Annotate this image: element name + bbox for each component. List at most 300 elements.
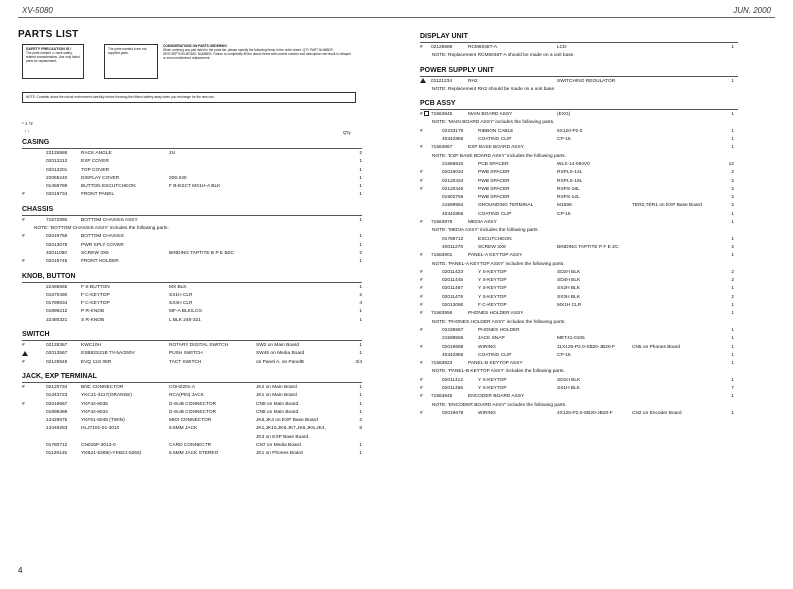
- description: PANEL-A KEYTOP ASSY: [468, 253, 523, 259]
- part-number: 71563923: [431, 361, 453, 367]
- safety-warning-icon: [22, 351, 28, 356]
- quantity: 1: [359, 393, 362, 399]
- remarks: CN8 on Main Board: [256, 409, 299, 415]
- mark: #: [420, 286, 423, 292]
- quantity: 2: [731, 178, 734, 184]
- part-number: 01459789: [46, 184, 68, 190]
- table-row: [420, 236, 738, 244]
- parts-section: [22, 272, 362, 325]
- quantity: 2: [731, 203, 734, 209]
- spec: LCD: [557, 45, 567, 50]
- table-row: [420, 44, 738, 52]
- quantity: 1: [359, 184, 362, 190]
- quantity: 1: [731, 336, 734, 342]
- table-row: [420, 294, 738, 302]
- table-row: [22, 175, 362, 183]
- quantity: 3/4: [355, 359, 362, 365]
- remarks: SW46 on Media Board: [256, 351, 305, 357]
- description: RH2: [468, 78, 478, 84]
- part-number: 02019745: [46, 259, 68, 265]
- description: PWB SPACER: [478, 178, 510, 184]
- quantity: 1: [359, 192, 362, 198]
- checkbox-icon: [424, 111, 429, 116]
- spec: TACT SWITCH: [169, 359, 202, 365]
- part-number: 22480321: [46, 317, 68, 323]
- table-row: [22, 425, 362, 433]
- description: F S-BUTTON: [81, 284, 110, 290]
- description: Y S-KEYTOP: [478, 294, 507, 300]
- quantity: 2: [731, 244, 734, 250]
- table-row: [420, 302, 738, 310]
- description: FRONT PANEL: [81, 192, 115, 198]
- remarks: JK1 on Main Board: [256, 393, 297, 399]
- not-supplied-text: The parts marked # are not supplied parts.: [108, 47, 147, 55]
- table-row: [420, 410, 738, 418]
- table-row: [22, 284, 362, 292]
- spec: SX1H CLR: [169, 292, 193, 298]
- spec: CP-15: [557, 211, 571, 217]
- mark: #: [22, 343, 25, 349]
- quantity: 1: [359, 175, 362, 181]
- parts-section: [22, 138, 362, 200]
- quantity: 1: [731, 78, 734, 84]
- spec: D-SUB CONNECTOR: [169, 409, 217, 415]
- table-row: [420, 144, 738, 152]
- spec: 6.5MM JACK: [169, 426, 198, 432]
- spec: F B-ESCT MX1H-A BLK: [169, 184, 221, 190]
- part-number: 02011456: [442, 385, 463, 391]
- description: ENCODER BOARD ASSY: [468, 394, 525, 400]
- section-title: KNOB, BUTTON: [22, 272, 76, 280]
- description: ESCUTCHEON: [478, 236, 512, 242]
- quantity: 1: [731, 112, 734, 118]
- quantity: 1: [731, 137, 734, 143]
- spec: M1698: [557, 203, 572, 209]
- remarks: SW2 on Main Board: [256, 343, 299, 349]
- assembly-note: NOTE: 'PANEL-A KEYTOP ASSY' includes the following parts.: [432, 261, 565, 267]
- not-supplied-box: [104, 44, 158, 79]
- quantity: 7: [731, 385, 734, 391]
- quantity: 1: [359, 317, 362, 323]
- part-number: 40342856: [442, 352, 464, 358]
- battery-note: NOTE: Consider about the robust environment carefully before throwing the lithium battery away when you exchange for the new one.: [26, 95, 215, 99]
- quantity: 1: [731, 236, 734, 242]
- part-number: 01670490: [46, 292, 68, 298]
- description: COATING CLIP: [478, 211, 512, 217]
- mark: #: [420, 385, 423, 391]
- description: ESB92S21B TV-5A/250V: [81, 351, 135, 357]
- spec: BINDING TAPTITE P F E ZC: [557, 244, 619, 250]
- table-row: [420, 285, 738, 293]
- part-number: 40342856: [442, 137, 464, 143]
- part-number: 02233178: [442, 128, 464, 134]
- quantity: 1: [359, 234, 362, 240]
- assembly-note: NOTE: Replacement RH2 should be made on a unit base.: [432, 86, 556, 92]
- quantity: 2: [359, 250, 362, 256]
- mark: #: [22, 384, 25, 390]
- spec: MF-A BLK/LCG: [169, 309, 203, 315]
- description: F C-KEYTOP: [81, 301, 110, 307]
- table-row: [22, 401, 362, 409]
- mark: #: [420, 220, 423, 226]
- part-number: 01899212: [46, 309, 68, 315]
- table-row: [22, 150, 362, 158]
- part-number: 71563878: [431, 220, 453, 226]
- spec: RSPLS-18L: [557, 178, 583, 184]
- section-rule: [420, 76, 738, 77]
- table-row: [420, 186, 738, 194]
- right-parts-column: [420, 32, 738, 423]
- quantity: 1: [359, 451, 362, 457]
- section-rule: [420, 109, 738, 110]
- description: GROUNDING TERMINAL: [478, 203, 534, 209]
- section-title: PCB ASSY: [420, 100, 456, 108]
- quantity: 1: [731, 352, 734, 358]
- table-row: [420, 360, 738, 368]
- description: JACK SNAP: [478, 336, 505, 342]
- description: HLJ7101-01-3010: [81, 426, 120, 432]
- table-row: [420, 352, 738, 360]
- mark: #: [420, 253, 423, 259]
- spec: CP-15: [557, 352, 571, 358]
- part-number: 01788712: [442, 236, 464, 242]
- description: TOP COVER: [81, 167, 110, 173]
- part-number: 02019678: [442, 410, 464, 416]
- part-number: 02011445: [442, 278, 463, 284]
- table-row: [22, 434, 362, 442]
- header-rule: [18, 17, 775, 18]
- quantity: 1: [731, 311, 734, 317]
- description: YKF42-8035: [81, 401, 108, 407]
- table-row: [420, 310, 738, 318]
- part-number: 02013212: [46, 159, 68, 165]
- table-row: [420, 136, 738, 144]
- spec: MX1H CLR: [557, 303, 582, 309]
- spec: MET41-0105: [557, 336, 585, 342]
- parts-section: [22, 330, 362, 367]
- part-number: 02013078: [46, 242, 68, 248]
- quantity: 2: [359, 418, 362, 424]
- table-row: [420, 277, 738, 285]
- part-number: 21589810: [442, 161, 464, 167]
- spec: 6.5MM JACK STEREO: [169, 451, 219, 457]
- table-row: [420, 161, 738, 169]
- spec: ROTARY DIGITAL SWITCH: [169, 343, 229, 349]
- part-number: 02013201: [46, 167, 68, 173]
- table-row: [22, 317, 362, 325]
- quantity: 1: [359, 409, 362, 415]
- quantity: 1: [359, 217, 362, 223]
- table-row: [420, 202, 738, 210]
- section-rule: [22, 340, 362, 341]
- mark: #: [420, 111, 432, 119]
- quantity: 1: [359, 384, 362, 390]
- table-row: [22, 342, 362, 350]
- mark: #: [22, 192, 25, 198]
- ordering-considerations: [163, 44, 353, 60]
- part-number: 02011467: [442, 286, 463, 292]
- part-number: 02019034: [442, 170, 464, 176]
- quantity: 1: [731, 410, 734, 416]
- table-row: [420, 78, 738, 86]
- mark: #: [420, 269, 423, 275]
- section-title: JACK, EXP TERMINAL: [22, 372, 97, 380]
- section-title: DISPLAY UNIT: [420, 33, 468, 40]
- description: Y S-KEYTOP: [478, 377, 507, 383]
- safety-title: SAFETY PRECAUTION IS !: [26, 47, 72, 51]
- part-number: 22125586: [46, 151, 68, 156]
- description: Y S-KEYTOP: [478, 385, 507, 391]
- mark-arrows: ↓ ↓: [24, 128, 30, 133]
- description: MEDIA ASSY: [468, 220, 497, 226]
- issue-date: JUN. 2000: [733, 6, 771, 15]
- quantity: 1: [731, 303, 734, 309]
- table-row: [22, 250, 362, 258]
- quantity: 1: [731, 220, 734, 226]
- mark: #: [420, 145, 423, 151]
- section-rule: [22, 382, 362, 383]
- description: FRONT HOLDER: [81, 259, 119, 265]
- table-row: [420, 335, 738, 343]
- spec: SX3H BLK: [557, 294, 580, 300]
- assembly-note: NOTE: 'EXP BASE BOARD ASSY' includes the following parts.: [432, 153, 566, 159]
- table-row: [420, 219, 738, 227]
- mark: #: [420, 178, 423, 184]
- ordering-title: CONSIDERATIONS ON PARTS ORDERING: [163, 44, 227, 48]
- table-row: [22, 350, 362, 358]
- description: YKC21-3117(ORANGE): [81, 393, 133, 399]
- remarks: on Panel A, on PanelB: [256, 359, 305, 365]
- description: SCREW 3X8: [478, 244, 506, 250]
- table-row: [420, 252, 738, 260]
- remarks: CN9 on Main Board: [256, 401, 299, 407]
- part-number: 71563956: [431, 311, 453, 317]
- quantity: 1: [731, 211, 734, 217]
- description: PHONES HOLDER: [478, 327, 520, 333]
- description: YKF51-5048 (TWIN): [81, 418, 125, 424]
- assembly-note: NOTE: Replacement RCM6048T-A should be made on a unit base.: [432, 53, 575, 59]
- quantity: 2: [731, 195, 734, 201]
- section-rule: [22, 148, 362, 149]
- description: F C-KEYTOP: [478, 303, 507, 309]
- description: DISPLAY COVER: [81, 175, 120, 181]
- spec: CARD CONNECTR: [169, 443, 212, 449]
- mark: #: [420, 278, 423, 284]
- spec: WLS-14-094V0: [557, 161, 590, 167]
- part-number: 71563867: [431, 145, 453, 151]
- part-number: 02120445: [442, 186, 464, 192]
- spec: SX4H CLR: [169, 301, 193, 307]
- part-number: 21599584: [442, 203, 464, 209]
- part-number: 22065240: [46, 175, 68, 181]
- part-number: 71563845: [431, 112, 453, 118]
- description: PHONES HOLDER ASSY: [468, 311, 524, 317]
- quantity: 2: [731, 294, 734, 300]
- part-number: 40342856: [442, 211, 464, 217]
- parts-section: [22, 372, 362, 459]
- quantity: 1: [731, 377, 734, 383]
- description: WIRING: [478, 410, 496, 416]
- table-row: [420, 211, 738, 219]
- part-number: 40011278: [442, 244, 463, 250]
- table-row: [420, 178, 738, 186]
- remarks: CN2 on Encoder Board: [632, 410, 682, 416]
- table-row: [22, 384, 362, 392]
- mark: #: [420, 294, 423, 300]
- part-number: 01789834: [46, 301, 68, 307]
- part-number: 02125945: [46, 359, 68, 365]
- part-number: 02128689: [431, 45, 453, 50]
- quantity: 1: [359, 259, 362, 265]
- table-row: [22, 359, 362, 367]
- description: BOTTOM CHASSIS: [81, 234, 124, 240]
- remarks: JK2 on Main Board: [256, 384, 297, 390]
- quantity: 12: [728, 161, 734, 167]
- description: F C-KEYTOP: [81, 292, 110, 298]
- spec: BINDING TAPTITE B P E BZC: [169, 250, 235, 256]
- assembly-note: NOTE: 'BOTTOM CHASSIS ASSY' includes the following parts.: [34, 226, 169, 232]
- quantity: 1: [359, 343, 362, 349]
- description: KWC10H: [81, 343, 101, 349]
- quantity: 2: [359, 292, 362, 298]
- mark: #: [420, 361, 423, 367]
- quantity: 1: [731, 344, 734, 350]
- mark: #: [22, 217, 25, 223]
- section-rule: [22, 282, 362, 283]
- description: YKF42-8034: [81, 409, 108, 415]
- spec: SX2H BLK: [557, 286, 580, 292]
- assembly-note: NOTE: 'ENCODER BOARD ASSY' includes the following parts.: [432, 402, 567, 408]
- remarks: CN7 on Media Board: [256, 443, 301, 449]
- part-number: 02120434: [442, 178, 464, 184]
- table-row: [22, 167, 362, 175]
- parts-section: [420, 99, 738, 418]
- mark: #: [22, 401, 25, 407]
- mark: #: [420, 128, 423, 134]
- part-number: 01902756: [442, 195, 464, 201]
- spec: D-SUB CONNECTOR: [169, 401, 217, 407]
- mark: #: [420, 311, 423, 317]
- table-row: [22, 417, 362, 425]
- spec: L BLK 248-321: [169, 317, 201, 323]
- quantity: 1: [731, 128, 734, 134]
- table-row: [420, 377, 738, 385]
- quantity: 2: [359, 151, 362, 156]
- part-number: 13449283: [46, 426, 68, 432]
- table-row: [420, 393, 738, 401]
- spec: 11X125-P2.0-SB20-JB20-F: [557, 344, 616, 350]
- mark-column-head: * 1 *2: [22, 121, 33, 126]
- part-number: 01780712: [46, 443, 68, 449]
- parts-section: [420, 32, 738, 61]
- description: BUTTON ESCUTCHEON: [81, 184, 136, 190]
- safety-text: The parts marked ⚠ have safety-related characteristics. Use only listed parts for replacement.: [26, 51, 80, 63]
- table-row: [420, 269, 738, 277]
- mark: #: [420, 45, 423, 50]
- description: COATING CLIP: [478, 137, 512, 143]
- battery-note-box: [22, 92, 356, 103]
- part-number: 02019689: [442, 344, 464, 350]
- qty-column-head: Q'ty: [343, 130, 351, 135]
- quantity: 1: [359, 159, 362, 165]
- table-row: [22, 191, 362, 199]
- table-row: [22, 392, 362, 400]
- section-title: CHASSIS: [22, 205, 54, 213]
- spec: SD2H BLK: [557, 269, 581, 275]
- mark: [22, 350, 34, 358]
- table-row: [22, 158, 362, 166]
- model-number: XV-5080: [22, 6, 53, 15]
- table-row: [420, 169, 738, 177]
- page-number: 4: [18, 566, 23, 575]
- spec: SD4H BLK: [557, 278, 581, 284]
- quantity: 1: [731, 286, 734, 292]
- quantity: 1: [731, 327, 734, 333]
- table-row: [22, 450, 362, 458]
- quantity: 1: [359, 443, 362, 449]
- quantity: 2: [731, 278, 734, 284]
- quantity: 2: [731, 170, 734, 176]
- parts-section: [22, 205, 362, 267]
- spec: RSPLS-12L: [557, 170, 583, 176]
- part-number: 01129145: [46, 451, 67, 457]
- assembly-note: NOTE: 'MEDIA ASSY' includes the following parts.: [432, 228, 539, 234]
- assembly-note: NOTE: 'MAIN BOARD ASSY' includes the following parts.: [432, 120, 555, 126]
- table-row: [420, 385, 738, 393]
- description: Y S-KEYTOP: [478, 286, 507, 292]
- description: PCB SPACER: [478, 161, 509, 167]
- description: P R-KNOB: [81, 309, 105, 315]
- quantity: 8: [359, 426, 362, 432]
- assembly-note: NOTE: 'PANEL-B KEYTOP ASSY' includes the following parts.: [432, 369, 565, 375]
- mark: #: [420, 377, 423, 383]
- table-row: [22, 233, 362, 241]
- part-number: 40011090: [46, 250, 67, 256]
- quantity: 1: [731, 45, 734, 50]
- section-title: CASING: [22, 139, 50, 146]
- spec: SD1H BLK: [557, 377, 581, 383]
- spec: 6X120-P2.0: [557, 128, 583, 134]
- table-row: [420, 344, 738, 352]
- description: CN015P-3013-0: [81, 443, 116, 449]
- quantity: 1: [359, 351, 362, 357]
- table-row: [420, 128, 738, 136]
- quantity: 1: [359, 167, 362, 173]
- part-number: 02011412: [442, 377, 463, 383]
- description: RACK ANGLE: [81, 151, 112, 156]
- spec: 4X125-P2.0-SB20-JB20-F: [557, 410, 613, 416]
- quantity: 1: [731, 253, 734, 259]
- quantity: 2: [731, 186, 734, 192]
- part-number: 01343723: [46, 393, 68, 399]
- part-number: 02236567: [442, 327, 464, 333]
- table-row: [22, 308, 362, 316]
- part-number: 02013567: [46, 351, 68, 357]
- spec: SWITCHING REGULATOR: [557, 78, 616, 84]
- spec: RCA(PIN) JACK: [169, 393, 204, 399]
- mark: #: [420, 303, 423, 309]
- section-title: SWITCH: [22, 331, 50, 339]
- quantity: 2: [731, 269, 734, 275]
- quantity: 1: [359, 284, 362, 290]
- description: RCM6048T-A: [468, 45, 498, 50]
- table-row: [22, 442, 362, 450]
- mark: #: [420, 410, 423, 416]
- spec: MX BLK: [169, 284, 187, 290]
- table-row: [22, 183, 362, 191]
- remarks: JK3 on EXP Base Board: [256, 434, 309, 440]
- description: BNC CONNECTOR: [81, 384, 124, 390]
